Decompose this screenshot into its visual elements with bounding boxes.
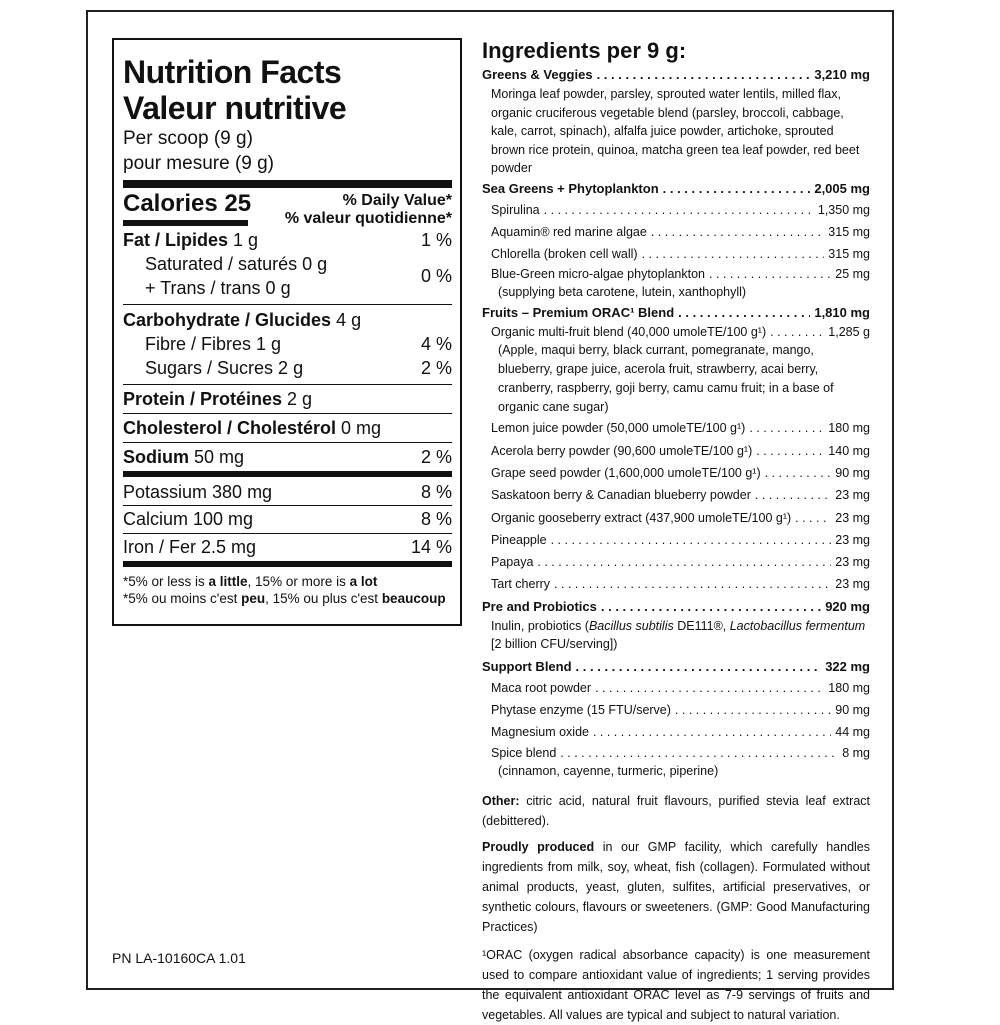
ingredient-multifruit: Organic multi-fruit blend (40,000 umoleTE/100 g¹) . . . 1,285 g bbox=[482, 323, 870, 341]
carb-label: Carbohydrate / Glucides bbox=[123, 310, 332, 330]
divider bbox=[123, 304, 452, 305]
potassium-dv: 8 % bbox=[420, 482, 452, 502]
ingredient-chlorella: Chlorella (broken cell wall) . . . 315 mg bbox=[482, 243, 870, 265]
ingredients-panel bbox=[482, 38, 870, 1025]
bluegreen-description: (supplying beta carotene, lutein, xanthophyll) bbox=[498, 285, 747, 300]
multifruit-description: (Apple, maqui berry, black currant, pomegranate, mango, blueberry, grape juice, acerola fruit, strawberry, acai berry, cranberry, raspberry, goji berry, camu camu fruit; in a base of organic cane sugar) bbox=[498, 343, 834, 415]
proudly-produced: Proudly produced in our GMP facility, which carefully handles ingredients from milk, soy, wheat, fish (collagen). Formulated without animal products, yeast, gluten, sulfites, artificial preservatives, or synthetic colours, flavours or sweeteners. (GMP: Good Manufacturing Practices) bbox=[482, 839, 870, 934]
iron-row bbox=[123, 534, 452, 561]
fibre-label: Fibre / Fibres 1 g bbox=[145, 334, 282, 354]
ingredient-phytase: Phytase enzyme (15 FTU/serve) . . . 90 mg bbox=[482, 699, 870, 721]
ingredient-saskatoon: Saskatoon berry & Canadian blueberry powder . . . 23 mg bbox=[482, 484, 870, 506]
cholesterol-label: Cholesterol / Cholestérol bbox=[123, 418, 337, 438]
other-ingredients: Other: citric acid, natural fruit flavours, purified stevia leaf extract (debittered). bbox=[482, 793, 870, 828]
fat-label: Fat / Lipides bbox=[123, 230, 229, 250]
trans-label: + Trans / trans 0 g bbox=[145, 278, 291, 298]
ingredient-pineapple: Pineapple . . . 23 mg bbox=[482, 529, 870, 551]
serving-size-en: Per scoop (9 g) bbox=[123, 128, 253, 149]
calcium-row bbox=[123, 506, 452, 533]
calcium-dv: 8 % bbox=[420, 509, 452, 529]
calcium-label: Calcium 100 mg bbox=[123, 509, 254, 529]
category-sea-greens: Sea Greens + Phytoplankton . . . 2,005 mg bbox=[482, 178, 870, 199]
divider bbox=[123, 180, 452, 188]
category-probiotics: Pre and Probiotics . . . 920 mg bbox=[482, 596, 870, 617]
divider bbox=[123, 220, 248, 226]
sodium-label: Sodium bbox=[123, 447, 189, 467]
daily-value-header bbox=[285, 192, 452, 228]
cholesterol-amount: 0 mg bbox=[336, 418, 382, 438]
potassium-row bbox=[123, 479, 452, 505]
protein-amount: 2 g bbox=[282, 389, 313, 409]
saturated-trans-row bbox=[123, 252, 452, 300]
footnote-en: *5% or less is a little, 15% or more is a lot bbox=[123, 574, 378, 589]
probiotics-description: Inulin, probiotics (Bacillus subtilis DE111®, Lactobacillus fermentum [2 billion CFU/serving]) bbox=[491, 618, 866, 652]
serving-size-fr: pour mesure (9 g) bbox=[123, 153, 275, 174]
sugars-dv: 2 % bbox=[420, 358, 452, 378]
footnote bbox=[123, 573, 452, 607]
saturated-trans-dv: 0 % bbox=[420, 266, 452, 286]
fat-amount: 1 g bbox=[228, 230, 259, 250]
carb-row bbox=[123, 308, 452, 332]
ingredient-maca: Maca root powder . . . 180 mg bbox=[482, 677, 870, 699]
potassium-label: Potassium 380 mg bbox=[123, 482, 273, 502]
sugars-row bbox=[123, 356, 452, 380]
cholesterol-row bbox=[123, 416, 452, 440]
divider bbox=[123, 442, 452, 443]
nutrition-title-fr: Valeur nutritive bbox=[123, 90, 347, 126]
ingredients-title: Ingredients per 9 g: bbox=[482, 38, 687, 63]
ingredient-lemon: Lemon juice powder (50,000 umoleTE/100 g¹) . . . 180 mg bbox=[482, 417, 870, 439]
ingredient-spice: Spice blend . . . 8 mg bbox=[482, 744, 870, 762]
divider bbox=[123, 561, 452, 567]
calories-row bbox=[123, 188, 452, 230]
footnote-fr: *5% ou moins c'est peu, 15% ou plus c'est beaucoup bbox=[123, 591, 446, 606]
divider bbox=[123, 471, 452, 477]
category-support: Support Blend . . . 322 mg bbox=[482, 656, 870, 677]
fat-dv: 1 % bbox=[420, 230, 452, 250]
iron-dv: 14 % bbox=[410, 537, 452, 557]
ingredient-grape-seed: Grape seed powder (1,600,000 umoleTE/100 g¹) . . . 90 mg bbox=[482, 462, 870, 484]
sodium-dv: 2 % bbox=[420, 447, 452, 467]
sodium-row bbox=[123, 445, 452, 469]
fat-row bbox=[123, 228, 452, 252]
sugars-label: Sugars / Sucres 2 g bbox=[145, 358, 304, 378]
divider bbox=[123, 384, 452, 385]
nutrition-facts-panel bbox=[112, 38, 462, 626]
divider bbox=[123, 413, 452, 414]
calories-label: Calories 25 bbox=[123, 190, 252, 217]
ingredient-papaya: Papaya . . . 23 mg bbox=[482, 551, 870, 573]
ingredient-aquamin: Aquamin® red marine algae . . . 315 mg bbox=[482, 221, 870, 243]
spice-description: (cinnamon, cayenne, turmeric, piperine) bbox=[498, 763, 719, 778]
carb-amount: 4 g bbox=[331, 310, 362, 330]
greens-description: Moringa leaf powder, parsley, sprouted water lentils, milled flax, organic cruciferous vegetable blend (parsley, broccoli, cabbage, kale, carrot, spinach), alfalfa juice powder, artichoke, sprouted brown rice protein, quinoa, matcha green tea leaf powder, red beet powder bbox=[491, 87, 860, 175]
category-fruits: Fruits – Premium ORAC¹ Blend . . . 1,810 mg bbox=[482, 302, 870, 323]
saturated-label: Saturated / saturés 0 g bbox=[145, 254, 328, 274]
ingredient-spirulina: Spirulina . . . 1,350 mg bbox=[482, 199, 870, 221]
ingredient-gooseberry: Organic gooseberry extract (437,900 umoleTE/100 g¹) . . . 23 mg bbox=[482, 507, 870, 529]
orac-footnote: ¹ORAC (oxygen radical absorbance capacity) is one measurement used to compare antioxidant value of ingredients; 1 serving provides the equivalent antioxidant ORAC level as 7-9 servings of fruits and vegetables. All values are typical and subject to natural variation. bbox=[482, 947, 870, 1022]
daily-value-en: % Daily Value* bbox=[342, 192, 452, 209]
daily-value-fr: % valeur quotidienne* bbox=[284, 210, 452, 227]
iron-label: Iron / Fer 2.5 mg bbox=[123, 537, 257, 557]
protein-label: Protein / Protéines bbox=[123, 389, 283, 409]
fibre-dv: 4 % bbox=[420, 334, 452, 354]
nutrition-title-en: Nutrition Facts bbox=[123, 54, 342, 90]
sodium-amount: 50 mg bbox=[189, 447, 245, 467]
fibre-row bbox=[123, 332, 452, 356]
ingredient-magnesium: Magnesium oxide . . . 44 mg bbox=[482, 721, 870, 743]
part-number: PN LA-10160CA 1.01 bbox=[112, 950, 246, 966]
ingredient-bluegreen: Blue-Green micro-algae phytoplankton . . . 25 mg bbox=[482, 265, 870, 283]
ingredient-acerola: Acerola berry powder (90,600 umoleTE/100 g¹) . . . 140 mg bbox=[482, 440, 870, 462]
protein-row bbox=[123, 387, 452, 411]
category-greens: Greens & Veggies . . . 3,210 mg bbox=[482, 64, 870, 85]
ingredient-tart-cherry: Tart cherry . . . 23 mg bbox=[482, 573, 870, 595]
